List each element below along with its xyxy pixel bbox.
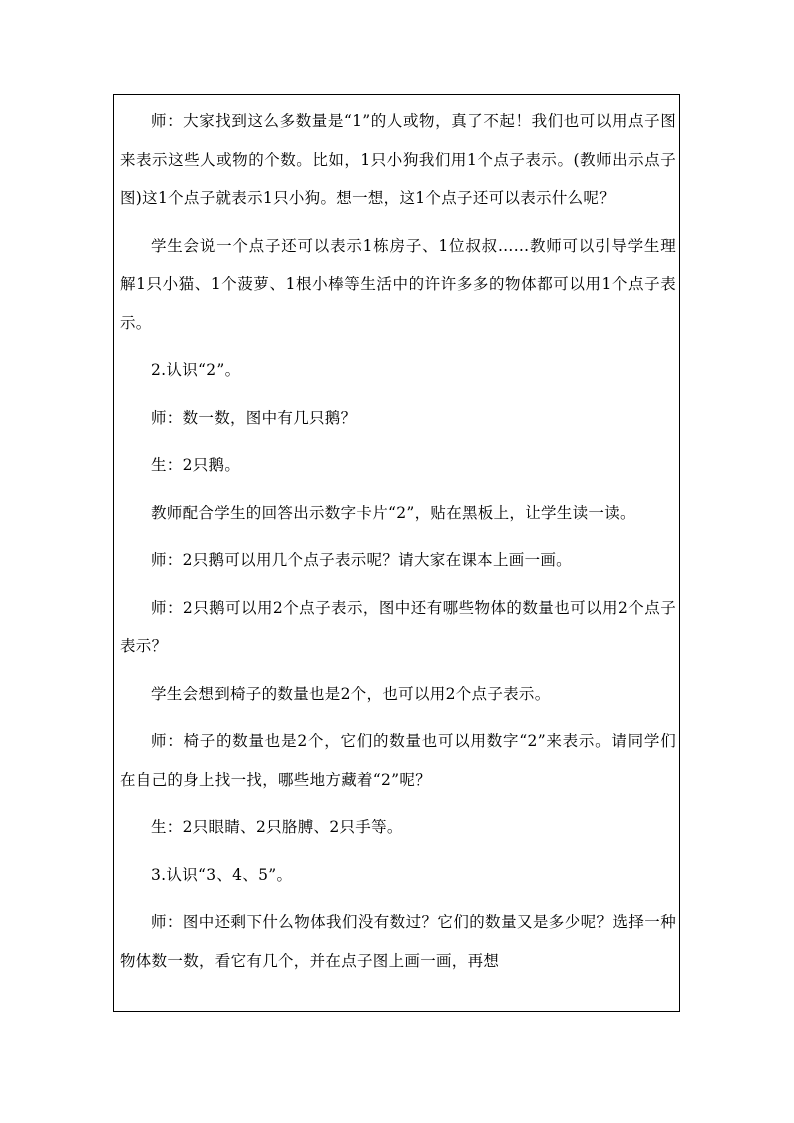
paragraph: 师：2只鹅可以用几个点子表示呢？请大家在课本上画一画。 xyxy=(151,551,572,569)
paragraph: 师：2只鹅可以用2个点子表示，图中还有哪些物体的数量也可以用2个点子表示？ xyxy=(120,598,676,655)
section-heading: 2.认识“2”。 xyxy=(151,361,241,379)
lesson-text xyxy=(120,102,676,989)
paragraph: 师：椅子的数量也是2个，它们的数量也可以用数字“2”来表示。请同学们在自己的身上找一找，哪些地方藏着“2”呢？ xyxy=(120,732,676,789)
section-heading: 3.认识“3、4、5”。 xyxy=(151,865,293,884)
paragraph: 师：大家找到这么多数量是“1”的人或物，真了不起！我们也可以用点子图来表示这些人或物的个数。比如，1只小狗我们用1个点子表示。(教师出示点子图)这1个点子就表示1只小狗。想一想，这1个点子还可以表示什么呢？ xyxy=(120,112,676,207)
paragraph: 师：图中还剩下什么物体我们没有数过？它们的数量又是多少呢？选择一种物体数一数，看它有几个，并在点子图上画一画，再想 xyxy=(120,913,676,970)
paragraph: 生：2只眼睛、2只胳膊、2只手等。 xyxy=(151,818,403,836)
paragraph: 生：2只鹅。 xyxy=(151,456,241,474)
paragraph: 学生会想到椅子的数量也是2个，也可以用2个点子表示。 xyxy=(151,684,551,703)
paragraph: 学生会说一个点子还可以表示1栋房子、1位叔叔……教师可以引导学生理解1只小猫、1个菠萝、1根小棒等生活中的许许多多的物体都可以用1个点子表示。 xyxy=(120,236,676,332)
paragraph: 师：数一数，图中有几只鹅？ xyxy=(151,408,357,427)
paragraph: 教师配合学生的回答出示数字卡片“2”，贴在黑板上，让学生读一读。 xyxy=(151,503,636,522)
